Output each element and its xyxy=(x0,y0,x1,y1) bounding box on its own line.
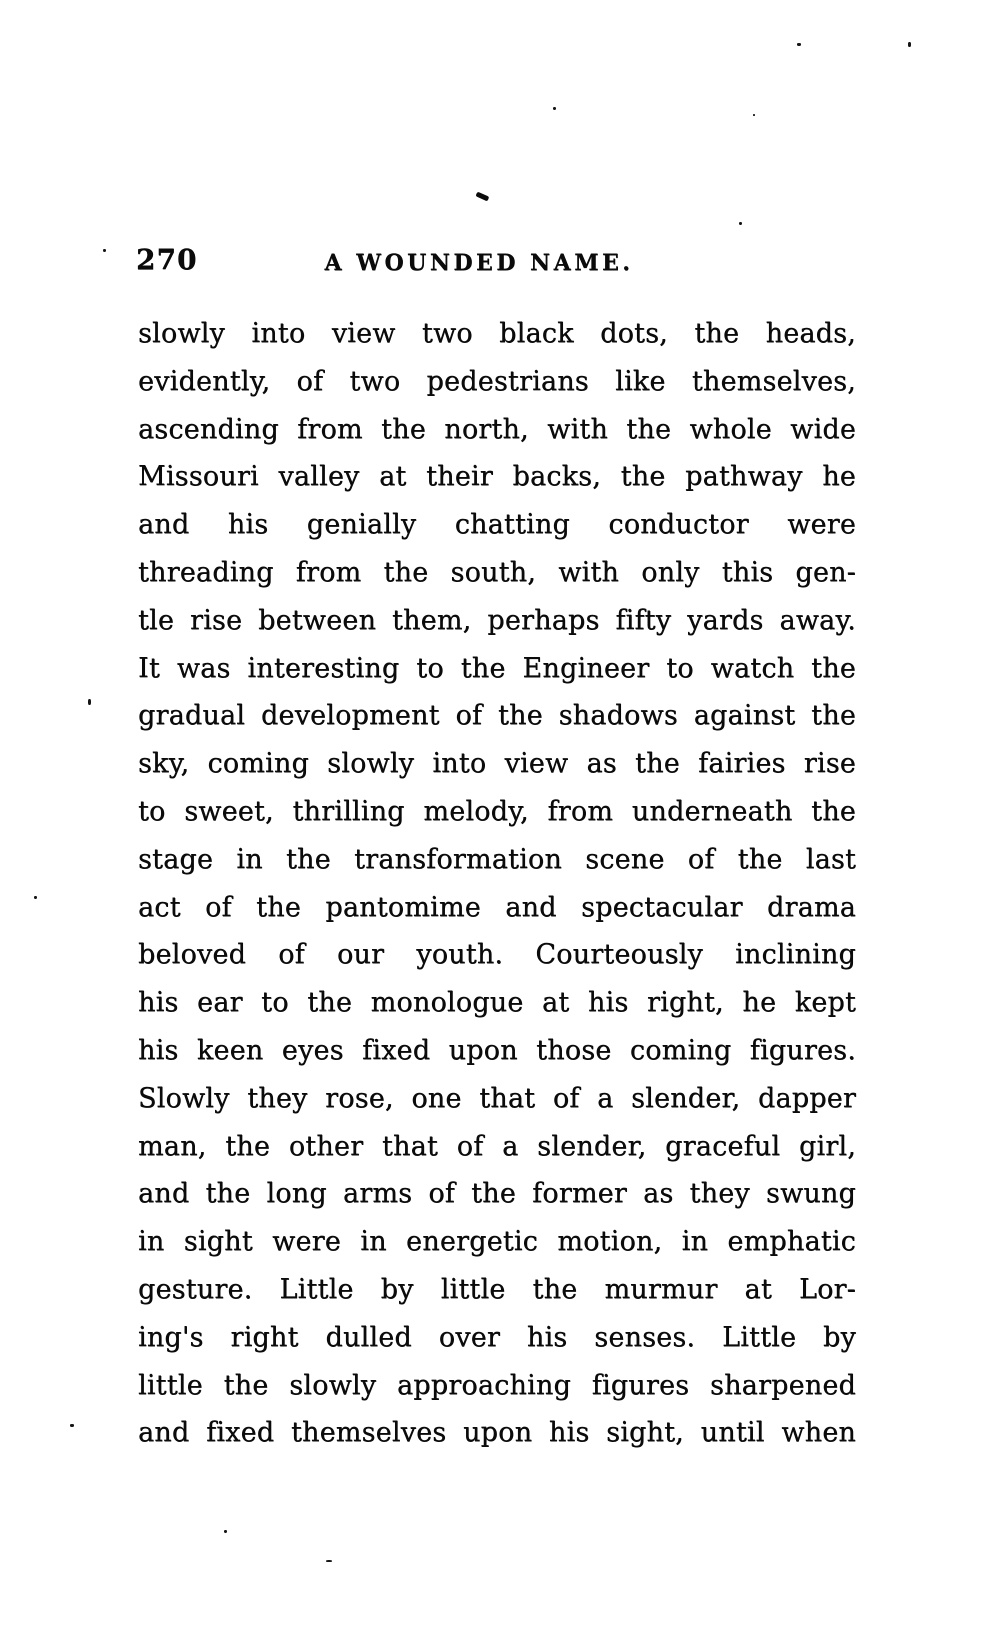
scan-speck xyxy=(88,699,91,705)
scan-speck xyxy=(70,1424,74,1427)
running-title: A WOUNDED NAME. xyxy=(324,250,634,276)
text-line: evidently, of two pedestrians like themselves, xyxy=(138,365,856,397)
text-line: tle rise between them, perhaps fifty yards away. xyxy=(138,604,856,636)
scan-speck xyxy=(553,107,556,110)
text-line: to sweet, thrilling melody, from underneath the xyxy=(138,795,856,827)
scan-speck xyxy=(224,1530,227,1533)
text-line: gesture. Little by little the murmur at Lor- xyxy=(138,1273,856,1305)
text-line: ing's right dulled over his senses. Little by xyxy=(138,1321,856,1353)
scan-speck xyxy=(739,222,742,225)
text-line: in sight were in energetic motion, in emphatic xyxy=(138,1226,856,1258)
text-line: Missouri valley at their backs, the pathway he xyxy=(138,461,856,493)
text-line: and his genially chatting conductor were xyxy=(138,509,856,541)
scan-speck xyxy=(326,1560,332,1562)
text-line: and fixed themselves upon his sight, until when xyxy=(138,1417,856,1449)
text-line: little the slowly approaching figures sharpened xyxy=(138,1369,856,1401)
text-line: and the long arms of the former as they swung xyxy=(138,1178,856,1210)
text-line: slowly into view two black dots, the heads, xyxy=(138,318,856,349)
text-line: his ear to the monologue at his right, he kept xyxy=(138,987,856,1019)
scan-mark-squiggle xyxy=(476,192,490,201)
page-number: 270 xyxy=(136,243,198,276)
text-line: his keen eyes fixed upon those coming figures. xyxy=(138,1034,856,1066)
text-line: beloved of our youth. Courteously inclining xyxy=(138,939,856,971)
scan-speck xyxy=(753,114,755,116)
text-line: act of the pantomime and spectacular drama xyxy=(138,891,856,923)
text-line: sky, coming slowly into view as the fairies rise xyxy=(138,748,856,780)
text-line: It was interesting to the Engineer to watch the xyxy=(138,652,856,684)
scan-speck xyxy=(103,249,106,252)
body-text xyxy=(138,310,856,1457)
scan-speck xyxy=(34,896,37,899)
text-line: stage in the transformation scene of the last xyxy=(138,843,856,875)
scan-speck xyxy=(908,42,911,47)
scan-speck xyxy=(797,43,801,46)
text-line: ascending from the north, with the whole wide xyxy=(138,413,856,445)
text-line: gradual development of the shadows against the xyxy=(138,700,856,732)
text-line: threading from the south, with only this gen- xyxy=(138,556,856,588)
text-line: man, the other that of a slender, graceful girl, xyxy=(138,1130,856,1162)
text-line: Slowly they rose, one that of a slender, dapper xyxy=(138,1082,856,1114)
